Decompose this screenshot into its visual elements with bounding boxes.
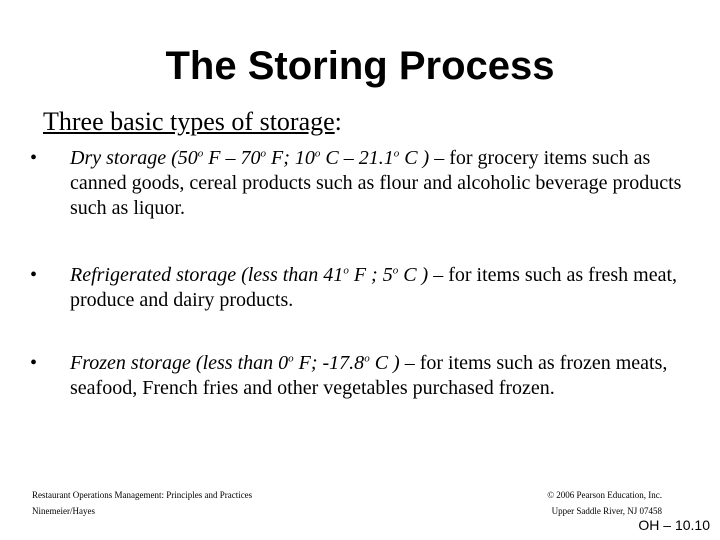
storage-description: – for items such as frozen meats, seafood, French fries and other vegetables purchased frozen. (70, 352, 668, 399)
footer-left (32, 487, 252, 519)
bullet-item-dry-storage (30, 146, 710, 221)
storage-description: – for items such as fresh meat, produce and dairy products. (70, 264, 678, 311)
storage-type-label: Refrigerated storage (less than 41$^o$ F ; 5$^o$ C ) (70, 264, 429, 286)
subtitle-text: Three basic types of storage (43, 107, 335, 136)
bullet-marker: • (30, 147, 38, 169)
slide-subtitle (43, 105, 342, 139)
subtitle-colon: : (334, 107, 342, 136)
storage-type-label: Dry storage (50$^o$ F – 70$^o$ F; 10$^o$ C – 21.1$^o$ C ) (70, 147, 430, 169)
footer-copyright: © 2006 Pearson Education, Inc. (547, 490, 662, 500)
bullet-item-frozen-storage (30, 351, 710, 401)
storage-description: – for grocery items such as canned goods, cereal products such as flour and alcoholic beverage products such as liquor. (70, 147, 682, 219)
slide-title: The Storing Process (165, 44, 555, 88)
slide-number: OH – 10.10 (638, 517, 710, 533)
bullet-marker: • (30, 352, 38, 374)
footer-authors: Ninemeier/Hayes (32, 506, 95, 516)
bullet-list (30, 146, 710, 401)
bullet-item-refrigerated-storage (30, 263, 710, 313)
footer-publisher-address: Upper Saddle River, NJ 07458 (551, 506, 662, 516)
footer-right (462, 487, 662, 519)
bullet-marker: • (30, 264, 38, 286)
storage-type-label: Frozen storage (less than 0$^o$ F; -17.8$^o$ C ) (70, 352, 400, 374)
footer-book-title: Restaurant Operations Management: Principles and Practices (32, 490, 253, 500)
